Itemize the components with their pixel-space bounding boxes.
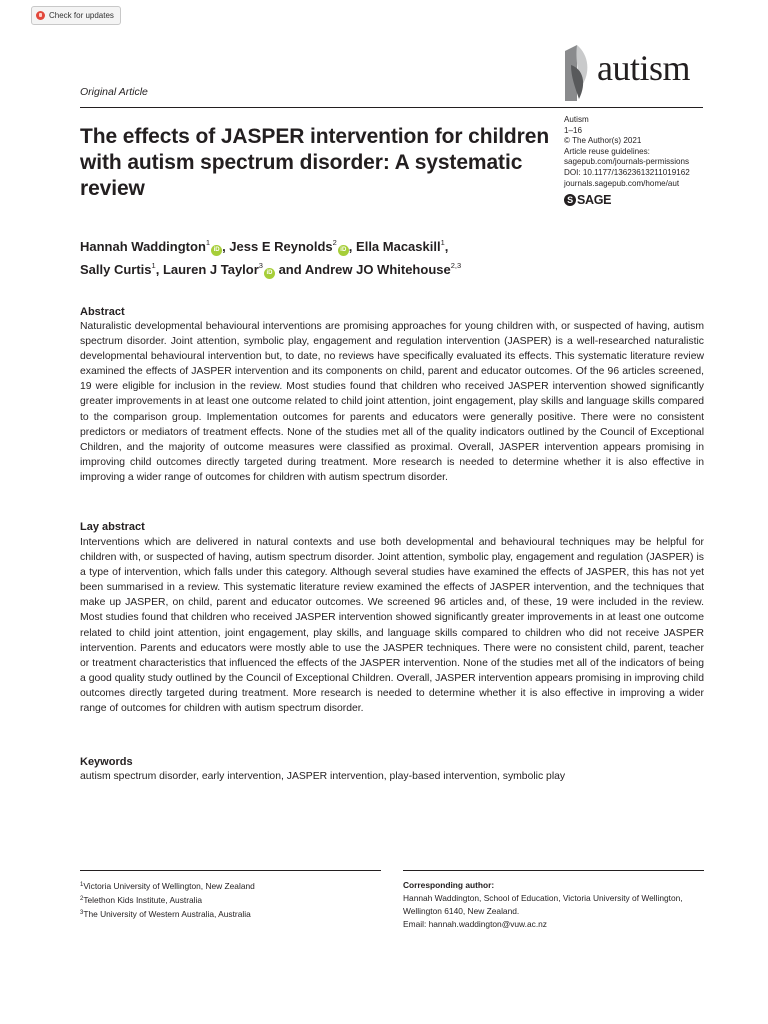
keywords-heading: Keywords <box>80 756 133 768</box>
affiliation-item: $^2$Telethon Kids Institute, Australia <box>80 895 203 905</box>
author-name: Hannah Waddington <box>80 239 206 254</box>
author-separator: and <box>274 262 305 277</box>
journal-info <box>564 115 690 189</box>
footnote-divider-left <box>80 870 381 871</box>
author-name: Ella Macaskill <box>356 239 441 254</box>
author-separator: , <box>348 239 357 254</box>
abstract-heading: Abstract <box>80 306 125 318</box>
author-name: Andrew JO Whitehouse <box>304 262 451 277</box>
orcid-icon[interactable]: iD <box>264 268 275 279</box>
journal-logo-icon <box>563 43 595 103</box>
author-separator: , <box>444 239 449 254</box>
author-list <box>80 233 560 279</box>
sage-s-icon: S <box>564 194 576 206</box>
check-for-updates-label: Check for updates <box>49 11 114 20</box>
lay-abstract-text: Interventions which are delivered in natural contexts and use both developmental and behavioural techniques may be helpful for children with, or suspected of having, autism spectrum disorder. Joint attention, symbolic play, engagement and regulation (JASPER) is a type of intervention, which falls under this category. Although several studies have examined the effects of JASPER, this has not yet been summarised in a review. This systematic literature review examined the effects of JASPER intervention, and the techniques that make up JASPER, on child, parent and educator outcomes. We screened 96 articles and, of these, 19 were included in the review. Most studies found that children who received JASPER intervention showed significantly greater improvements in at least one outcome related to child joint attention, joint engagement, play skills, and language skills compared to children who did not receive JASPER intervention. Parents and educators were mostly able to use the JASPER techniques. There were no consistent child, parent, teacher or treatment characteristics that influenced the effects of the JASPER intervention. None of the studies met all of the indicators of being a good quality study outlined by the Council of Exceptional Children. Overall, JASPER intervention appears promising in improving child outcomes directly targeted during treatment. More research is needed to determine whether it is also effective in improving a wider range of outcomes for children with autism spectrum disorder. <box>80 537 704 715</box>
journal-logo-wordmark: autism <box>597 48 690 88</box>
copyright: © The Author(s) 2021 <box>564 136 642 146</box>
article-type: Original Article <box>80 86 148 98</box>
keywords-text: autism spectrum disorder, early intervention, JASPER intervention, play-based intervention, symbolic play <box>80 771 566 782</box>
author-affiliation-marker: 2 <box>332 238 337 247</box>
corresponding-author-label: Corresponding author: <box>403 880 495 890</box>
header-divider <box>80 107 703 108</box>
crossmark-icon <box>36 11 45 20</box>
lay-abstract-heading: Lay abstract <box>80 521 145 533</box>
corresponding-author <box>403 879 703 931</box>
doi[interactable]: DOI: 10.1177/13623613211019162 <box>564 167 690 177</box>
affiliation-item: $^3$The University of Western Australia, Australia <box>80 909 251 919</box>
journal-name: Autism <box>564 115 589 124</box>
orcid-icon[interactable]: iD <box>211 245 222 256</box>
corresponding-author-address: Hannah Waddington, School of Education, Victoria University of Wellington, Wellington 6140, New Zealand. <box>403 893 683 916</box>
author-separator: , <box>155 262 163 277</box>
author-affiliation-marker: 2,3 <box>450 261 462 270</box>
permissions-link[interactable]: sagepub.com/journals-permissions <box>564 157 690 167</box>
page-range: 1–16 <box>564 125 583 135</box>
journal-home-link[interactable]: journals.sagepub.com/home/aut <box>564 178 680 188</box>
author-separator: , <box>222 239 230 254</box>
author-affiliation-marker: 1 <box>151 261 156 270</box>
author-affiliation-marker: 1 <box>440 238 445 247</box>
publisher-logo <box>564 193 611 207</box>
author-name: Lauren J Taylor <box>162 262 259 277</box>
author-name: Jess E Reynolds <box>229 239 333 254</box>
corresponding-author-email[interactable]: Email: hannah.waddington@vuw.ac.nz <box>403 919 547 929</box>
author-name: Sally Curtis <box>80 262 152 277</box>
author-affiliation-marker: 1 <box>205 238 211 247</box>
affiliation-item: $^1$Victoria University of Wellington, New Zealand <box>80 881 255 891</box>
reuse-guidelines-label: Article reuse guidelines: <box>564 146 650 156</box>
publisher-name: SAGE <box>577 193 612 207</box>
check-for-updates-button[interactable] <box>31 6 121 25</box>
abstract-text: Naturalistic developmental behavioural interventions are promising approaches for young children with, or suspected of having, autism spectrum disorder. Joint attention, symbolic play, engagement and regulation intervention (JASPER) is a well-researched naturalistic developmental behavioural intervention but, to date, no reviews have specifically evaluated its effects. This systematic literature review examined the effects of JASPER intervention and its components on child, parent and educator outcomes. Of the 96 articles screened, 19 were eligible for inclusion in the review. Most studies found that children who received JASPER intervention showed significantly greater improvements in at least one outcome related to child joint attention, joint engagement, play skills and language skills compared to the comparison group. Implementation outcomes for parents and educators were generally positive. There were no consistent predictors or mediators of treatment effects. None of the studies met all of the quality indicators outlined by the Council of Exceptional Children, and the majority of outcome measures were classified as proximal. Overall, JASPER intervention appears promising in improving child outcomes directly targeted during treatment. More research is needed to determine whether it is also effective in improving a wider range of outcomes for children with autism spectrum disorder. <box>80 321 704 483</box>
affiliations <box>80 879 255 921</box>
article-title: The effects of JASPER intervention for children with autism spectrum disorder: A systematic review <box>80 125 550 200</box>
footnote-divider-right <box>403 870 704 871</box>
orcid-icon[interactable]: iD <box>338 245 349 256</box>
author-affiliation-marker: 3 <box>258 261 263 270</box>
